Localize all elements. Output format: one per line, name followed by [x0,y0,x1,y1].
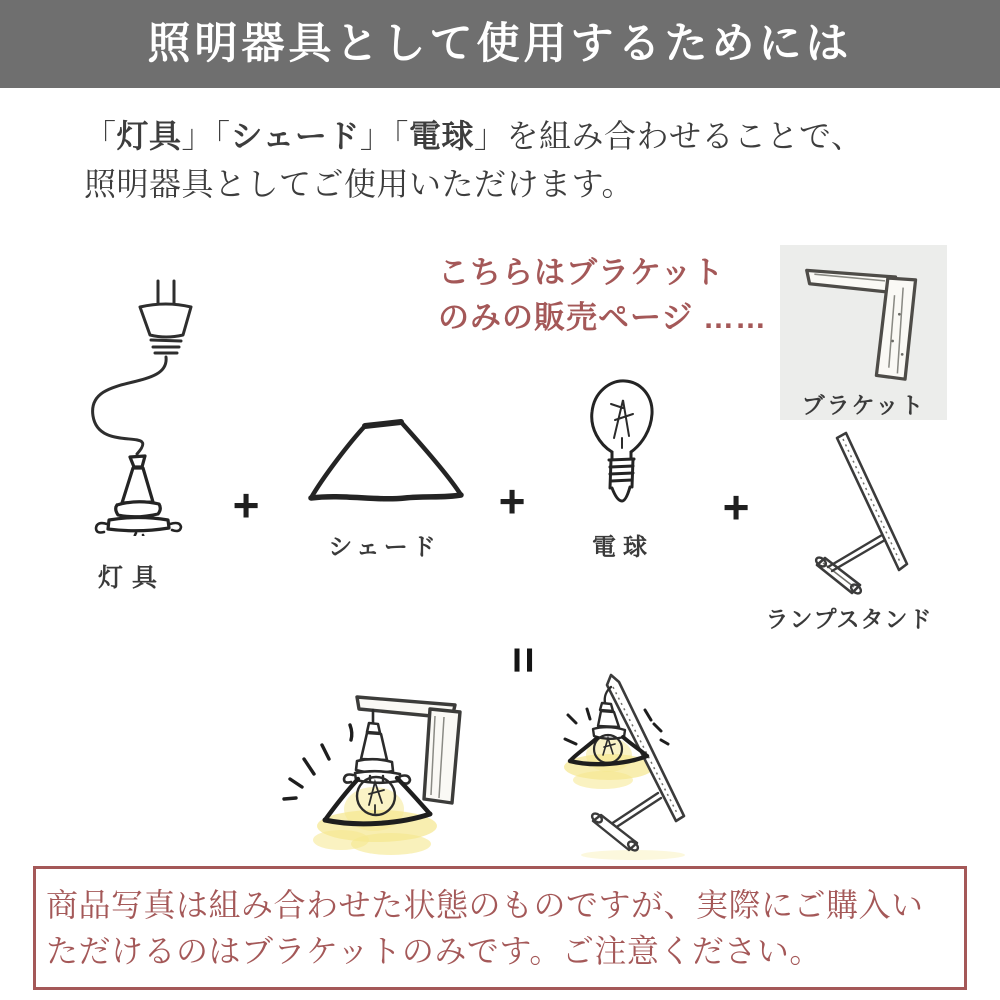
intro-line-2: 照明器具としてご使用いただけます。 [84,166,634,202]
lamp-stand-sketch-icon [783,424,955,602]
intro-seg-bold: シェード [230,118,360,154]
page-title: 照明器具として使用するためには [147,20,853,68]
purchase-notice-box [33,866,967,990]
intro-seg-bold: 灯具 [116,118,182,154]
bracket-label: ブラケット [801,392,926,418]
lamp-cord-label: 灯具 [97,564,166,592]
assembled-stand-lamp-sketch-icon [535,663,713,861]
equals-icon: = [498,646,550,674]
light-bulb-sketch-icon [583,376,661,512]
intro-seg: 」「 [181,118,231,154]
intro-paragraph [84,112,944,208]
bracket-only-note-line-2: のみの販売ページ …… [438,300,767,335]
bracket-only-note-line-1: こちらはブラケット [438,255,725,290]
header-band [0,0,1000,88]
purchase-notice-line-2: ただけるのはブラケットのみです。ご注意ください。 [46,933,822,969]
wall-bracket-sketch-icon [801,255,927,385]
bracket-panel [780,245,947,420]
intro-seg: を組み合わせることで、 [506,118,864,154]
intro-line-1 [84,112,944,160]
lamp-stand-label: ランプスタンド [765,606,933,632]
shade-label: シェード [328,534,440,561]
plus-icon: + [498,475,526,527]
intro-seg-bold: 電球 [408,118,474,154]
bulb-label: 電球 [592,534,654,561]
assembled-bracket-lamp-sketch-icon [262,683,480,865]
intro-seg: 」 [473,118,507,154]
intro-seg: 」「 [359,118,409,154]
lamp-shade-sketch-icon [303,414,471,506]
bracket-only-note [438,250,778,340]
intro-seg: 「 [84,118,117,154]
purchase-notice-line-1: 商品写真は組み合わせた状態のものですが、実際にご購入い [46,887,924,923]
plus-icon: + [722,481,750,533]
plus-icon: + [232,479,260,531]
